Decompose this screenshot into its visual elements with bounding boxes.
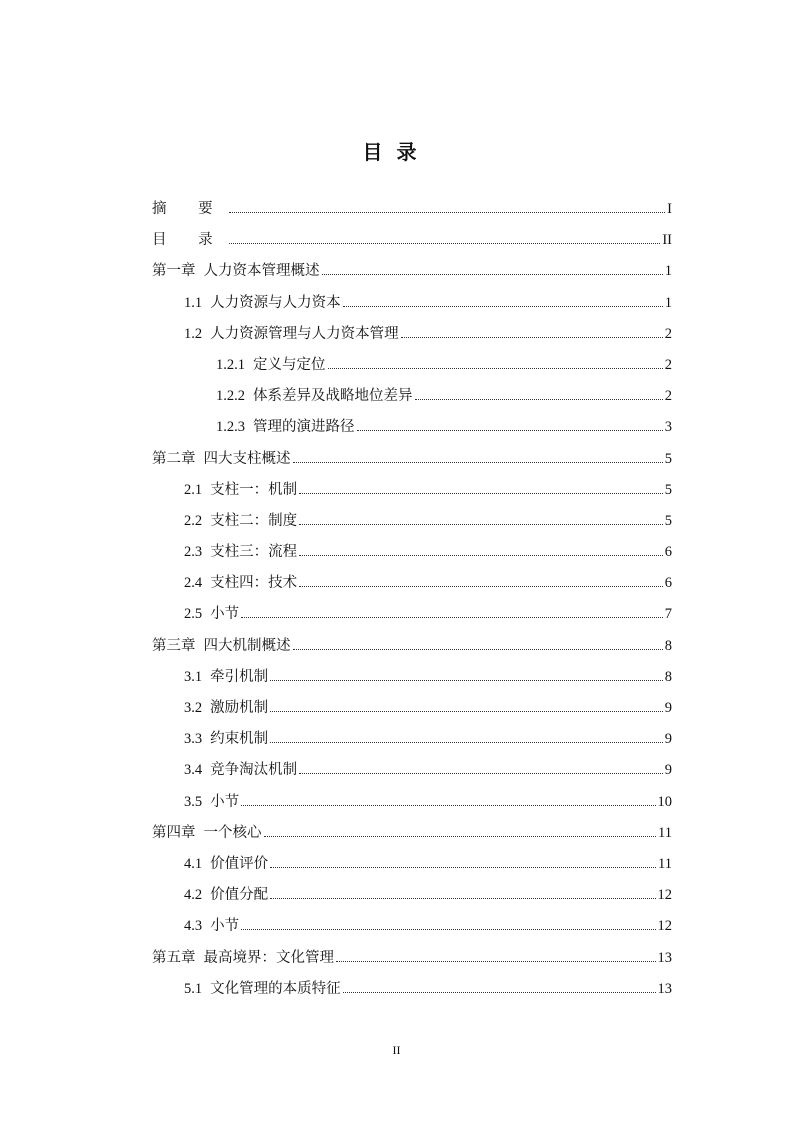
page-number: II bbox=[392, 1043, 401, 1057]
toc-entry-number: 2.4 bbox=[184, 575, 203, 592]
toc-entry-page: 8 bbox=[664, 637, 672, 654]
toc-entry-label: 小节 bbox=[210, 606, 240, 623]
toc-entry[interactable] bbox=[152, 758, 672, 789]
table-of-contents bbox=[152, 197, 672, 1008]
toc-entry-number: 1.2 bbox=[184, 325, 203, 342]
toc-entry-page: 2 bbox=[664, 356, 672, 373]
toc-entry-page: 6 bbox=[664, 575, 672, 592]
toc-entry-label: 价值分配 bbox=[210, 887, 269, 904]
dot-leader bbox=[299, 585, 663, 587]
dot-leader bbox=[270, 866, 656, 868]
toc-entry-page: 6 bbox=[664, 544, 672, 561]
toc-entry-page: 9 bbox=[664, 762, 672, 779]
toc-entry-label: 支柱四：技术 bbox=[210, 575, 298, 592]
toc-entry[interactable] bbox=[152, 509, 672, 540]
dot-leader bbox=[401, 336, 663, 338]
toc-entry-page: 9 bbox=[664, 731, 672, 748]
toc-entry-label: 约束机制 bbox=[210, 731, 269, 748]
dot-leader bbox=[293, 648, 663, 650]
toc-entry[interactable] bbox=[152, 634, 672, 665]
dot-leader bbox=[264, 835, 657, 837]
toc-entry-number: 3.2 bbox=[184, 700, 203, 716]
toc-entry-page: 9 bbox=[664, 700, 672, 716]
toc-entry[interactable] bbox=[152, 322, 672, 353]
toc-entry[interactable] bbox=[152, 602, 672, 633]
dot-leader bbox=[328, 367, 663, 369]
toc-entry-number: 4.2 bbox=[184, 887, 203, 904]
dot-leader bbox=[241, 928, 655, 930]
toc-entry-page: 8 bbox=[664, 668, 672, 685]
toc-entry-number: 5.1 bbox=[184, 980, 203, 997]
toc-entry-number: 第三章 bbox=[152, 637, 196, 654]
toc-entry-label: 一个核心 bbox=[203, 824, 262, 841]
toc-entry-number: 1.1 bbox=[184, 294, 203, 311]
toc-entry[interactable] bbox=[152, 665, 672, 696]
toc-entry-page: 12 bbox=[657, 887, 672, 904]
toc-entry-label: 摘 要 bbox=[152, 201, 227, 217]
toc-entry[interactable] bbox=[152, 883, 672, 914]
toc-entry-number: 2.5 bbox=[184, 606, 203, 623]
toc-entry-label: 支柱三：流程 bbox=[210, 544, 298, 561]
toc-entry[interactable] bbox=[152, 384, 672, 415]
toc-entry[interactable] bbox=[152, 478, 672, 509]
toc-entry-label: 支柱二：制度 bbox=[210, 512, 298, 529]
toc-entry-label: 四大机制概述 bbox=[203, 637, 291, 654]
toc-entry-number: 2.2 bbox=[184, 512, 203, 529]
toc-entry-label: 管理的演进路径 bbox=[253, 419, 355, 436]
toc-entry-page: 11 bbox=[658, 855, 672, 872]
toc-entry-label: 体系差异及战略地位差异 bbox=[253, 388, 413, 405]
toc-entry-page: I bbox=[667, 201, 672, 217]
dot-leader bbox=[270, 897, 655, 899]
toc-entry-number: 第一章 bbox=[152, 263, 196, 280]
toc-entry-number: 3.1 bbox=[184, 668, 203, 685]
toc-entry[interactable] bbox=[152, 914, 672, 945]
toc-entry-page: 10 bbox=[657, 793, 672, 810]
toc-entry-label: 竞争淘汰机制 bbox=[210, 762, 298, 779]
toc-entry[interactable] bbox=[152, 228, 672, 259]
toc-entry[interactable] bbox=[152, 821, 672, 852]
toc-entry-number: 第五章 bbox=[152, 949, 196, 966]
toc-entry-number: 第二章 bbox=[152, 450, 196, 467]
dot-leader bbox=[293, 461, 663, 463]
toc-entry-label: 小节 bbox=[210, 918, 240, 935]
toc-entry-label: 四大支柱概述 bbox=[203, 450, 291, 467]
toc-entry[interactable] bbox=[152, 852, 672, 883]
toc-entry-label: 价值评价 bbox=[210, 855, 269, 872]
toc-entry-page: 12 bbox=[657, 918, 672, 935]
dot-leader bbox=[299, 492, 663, 494]
toc-entry-label: 激励机制 bbox=[210, 700, 269, 716]
toc-entry[interactable] bbox=[152, 197, 672, 228]
dot-leader bbox=[270, 741, 663, 743]
dot-leader bbox=[343, 991, 656, 993]
toc-entry-label: 最高境界：文化管理 bbox=[203, 949, 334, 966]
toc-entry-page: 5 bbox=[664, 512, 672, 529]
dot-leader bbox=[336, 960, 656, 962]
toc-entry-label: 人力资源与人力资本 bbox=[210, 294, 341, 311]
toc-entry[interactable] bbox=[152, 540, 672, 571]
toc-entry-page: 7 bbox=[664, 606, 672, 623]
toc-entry[interactable] bbox=[152, 727, 672, 758]
toc-entry-number: 第四章 bbox=[152, 824, 196, 841]
dot-leader bbox=[270, 710, 663, 712]
toc-entry-page: 13 bbox=[657, 949, 672, 966]
toc-entry[interactable] bbox=[152, 291, 672, 322]
dot-leader bbox=[343, 305, 663, 307]
toc-entry-page: 3 bbox=[664, 419, 672, 436]
page-title: 目录 bbox=[362, 140, 431, 164]
toc-entry-label: 小节 bbox=[210, 793, 240, 810]
toc-entry-page: 5 bbox=[664, 450, 672, 467]
toc-entry-number: 2.1 bbox=[184, 481, 203, 498]
dot-leader bbox=[229, 211, 666, 213]
dot-leader bbox=[299, 523, 663, 525]
toc-entry-number: 3.5 bbox=[184, 793, 203, 810]
toc-entry[interactable] bbox=[152, 447, 672, 478]
toc-entry-number: 4.3 bbox=[184, 918, 203, 935]
toc-entry-label: 目 录 bbox=[152, 232, 227, 249]
toc-entry-number: 3.4 bbox=[184, 762, 203, 779]
toc-entry-label: 支柱一：机制 bbox=[210, 481, 298, 498]
toc-entry[interactable] bbox=[152, 259, 672, 290]
toc-entry-page: 11 bbox=[658, 824, 672, 841]
toc-entry-page: 13 bbox=[657, 980, 672, 997]
toc-entry[interactable] bbox=[152, 571, 672, 602]
dot-leader bbox=[322, 273, 663, 275]
toc-entry-label: 人力资本管理概述 bbox=[203, 263, 320, 280]
dot-leader bbox=[241, 804, 655, 806]
toc-entry-label: 定义与定位 bbox=[253, 356, 326, 373]
toc-entry-page: 5 bbox=[664, 481, 672, 498]
dot-leader bbox=[415, 398, 663, 400]
toc-entry[interactable] bbox=[152, 353, 672, 384]
toc-entry-label: 文化管理的本质特征 bbox=[210, 980, 341, 997]
toc-entry-page: 2 bbox=[664, 388, 672, 405]
toc-entry-number: 4.1 bbox=[184, 855, 203, 872]
toc-entry-page: 2 bbox=[664, 325, 672, 342]
toc-entry-number: 1.2.2 bbox=[216, 388, 245, 405]
toc-entry-label: 牵引机制 bbox=[210, 668, 269, 685]
toc-entry-number: 1.2.3 bbox=[216, 419, 245, 436]
toc-entry-page: 1 bbox=[664, 294, 672, 311]
toc-entry-number: 3.3 bbox=[184, 731, 203, 748]
toc-entry-label: 人力资源管理与人力资本管理 bbox=[210, 325, 399, 342]
toc-entry-number: 2.3 bbox=[184, 544, 203, 561]
dot-leader bbox=[229, 242, 661, 244]
dot-leader bbox=[241, 616, 663, 618]
dot-leader bbox=[270, 679, 663, 681]
dot-leader bbox=[357, 429, 663, 431]
dot-leader bbox=[299, 554, 663, 556]
toc-entry[interactable] bbox=[152, 977, 672, 1008]
toc-entry[interactable] bbox=[152, 696, 672, 727]
toc-entry-page: 1 bbox=[664, 263, 672, 280]
toc-entry[interactable] bbox=[152, 946, 672, 977]
dot-leader bbox=[299, 772, 663, 774]
toc-entry[interactable] bbox=[152, 790, 672, 821]
toc-entry-number: 1.2.1 bbox=[216, 356, 245, 373]
toc-entry-page: II bbox=[662, 232, 672, 249]
toc-entry[interactable] bbox=[152, 415, 672, 446]
